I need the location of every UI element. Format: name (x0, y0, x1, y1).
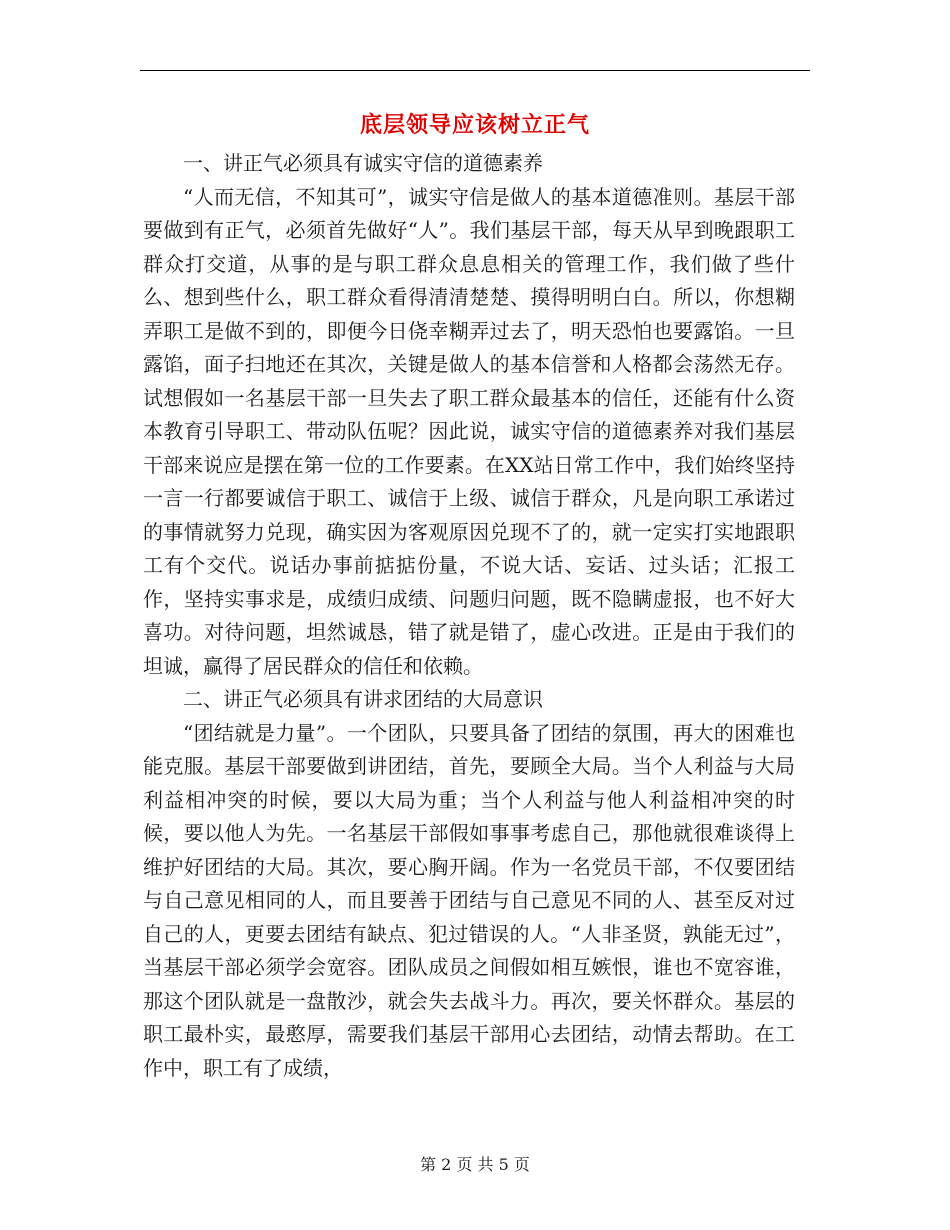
section-heading-2: 二、讲正气必须具有讲求团结的大局意识 (183, 687, 543, 711)
header-rule (140, 70, 810, 71)
section-heading-1: 一、讲正气必须具有诚实守信的道德素养 (183, 151, 543, 175)
document-body (143, 147, 795, 1085)
section-paragraph-1: “人而无信，不知其可”，诚实守信是做人的基本道德准则。基层干部要做到有正气，必须首先做好“人”。我们基层干部，每天从早到晚跟职工群众打交道，从事的是与职工群众息息相关的管理工作，我们做了些什么、想到些什么，职工群众看得清清楚楚、摸得明明白白。所以，你想糊弄职工是做不到的，即便今日侥幸糊弄过去了，明天恐怕也要露馅。一旦露馅，面子扫地还在其次，关键是做人的基本信誉和人格都会荡然无存。试想假如一名基层干部一旦失去了职工群众最基本的信任，还能有什么资本教育引导职工、带动队伍呢？因此说，诚实守信的道德素养对我们基层干部来说应是摆在第一位的工作要素。在XX站日常工作中，我们始终坚持一言一行都要诚信于职工、诚信于上级、诚信于群众，凡是向职工承诺过的事情就努力兑现，确实因为客观原因兑现不了的，就一定实打实地跟职工有个交代。说话办事前掂掂份量，不说大话、妄话、过头话；汇报工作，坚持实事求是，成绩归成绩、问题归问题，既不隐瞒虚报，也不好大喜功。对待问题，坦然诚恳，错了就是错了，虚心改进。正是由于我们的坦诚，赢得了居民群众的信任和依赖。 (143, 184, 795, 678)
section-paragraph-2: “团结就是力量”。一个团队，只要具备了团结的氛围，再大的困难也能克服。基层干部要做到讲团结，首先，要顾全大局。当个人利益与大局利益相冲突的时候，要以大局为重；当个人利益与他人利益相冲突的时候，要以他人为先。一名基层干部假如事事考虑自己，那他就很难谈得上维护好团结的大局。其次，要心胸开阔。作为一名党员干部，不仅要团结与自己意见相同的人，而且要善于团结与自己意见不同的人、甚至反对过自己的人，更要去团结有缺点、犯过错误的人。“人非圣贤，孰能无过”，当基层干部必须学会宽容。团队成员之间假如相互嫉恨，谁也不宽容谁，那这个团队就是一盘散沙，就会失去战斗力。再次，要关怀群众。基层的职工最朴实，最憨厚，需要我们基层干部用心去团结，动情去帮助。在工作中，职工有了成绩， (143, 720, 795, 1080)
page-number-footer: 第 2 页 共 5 页 (420, 1155, 530, 1174)
document-title: 底层领导应该树立正气 (359, 112, 590, 138)
